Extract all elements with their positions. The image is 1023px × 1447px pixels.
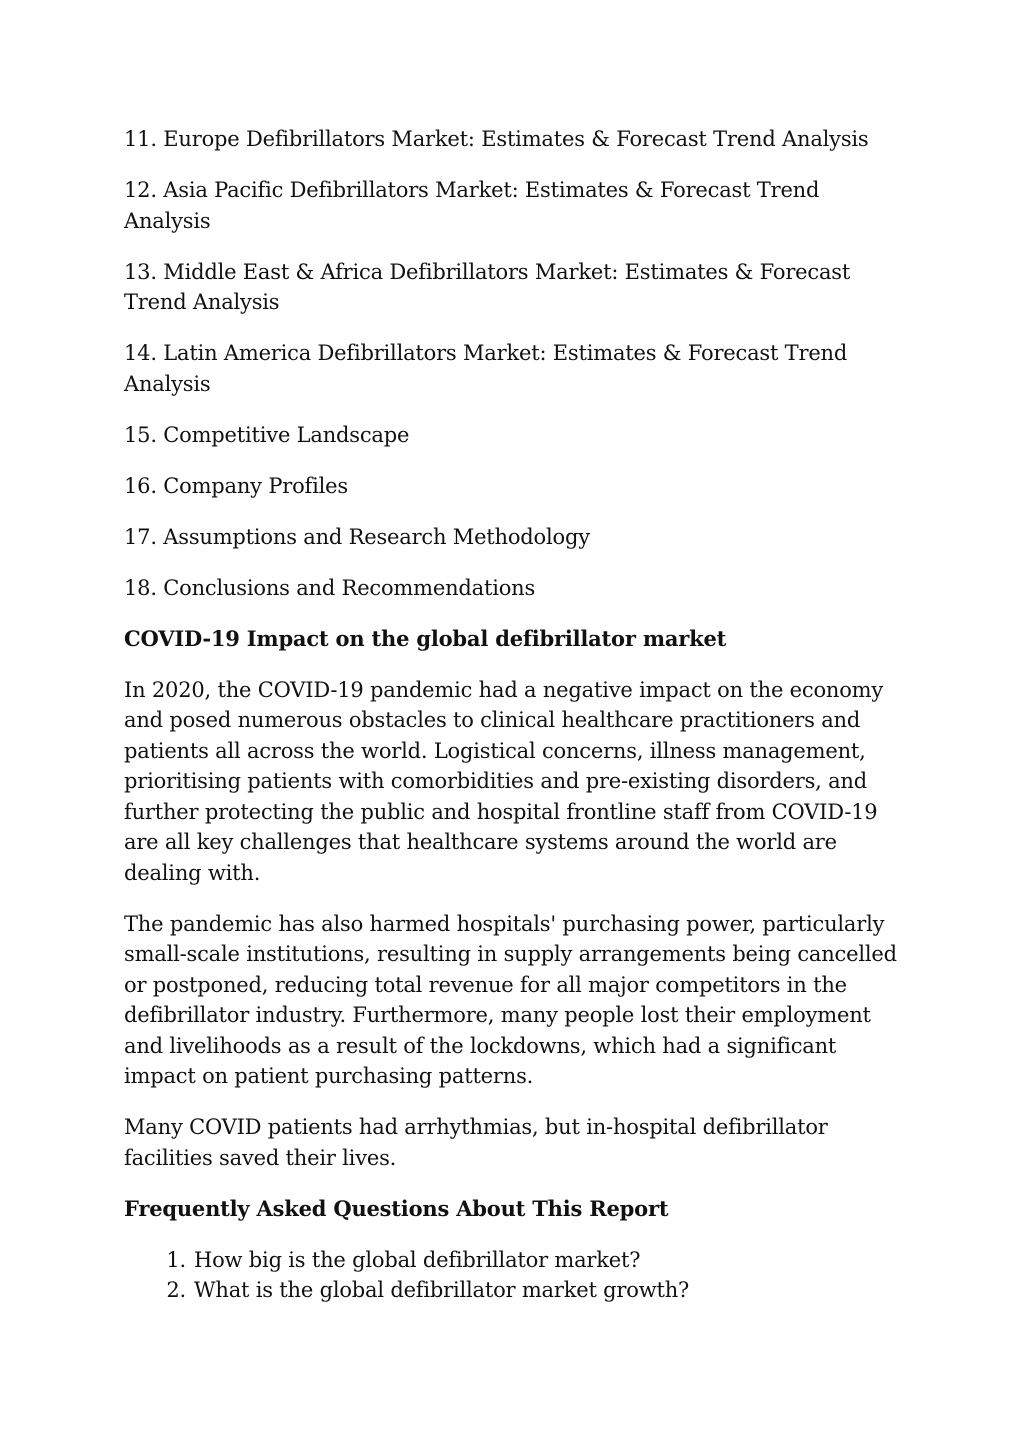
faq-heading: Frequently Asked Questions About This Report xyxy=(124,1195,669,1221)
faq-item-text: How big is the global defibrillator market? xyxy=(194,1247,641,1272)
faq-item-number: 1. xyxy=(166,1247,186,1272)
document-page xyxy=(124,124,900,1306)
toc-item-11: 11. Europe Defibrillators Market: Estimates & Forecast Trend Analysis xyxy=(124,127,869,151)
toc-item-18: 18. Conclusions and Recommendations xyxy=(124,575,536,600)
covid-paragraph-2: The pandemic has also harmed hospitals' purchasing power, particularly small-scale institutions, resulting in supply arrangements being cancelled or postponed, reducing total revenue for all major competitors in the defibrillator industry. Furthermore, many people lost their employment and livelihoods as a result of the lockdowns, which had a significant impact on patient purchasing patterns. xyxy=(124,911,897,1088)
faq-item-text: What is the global defibrillator market growth? xyxy=(194,1278,690,1302)
covid-heading: COVID-19 Impact on the global defibrillator market xyxy=(124,625,727,651)
faq-item-1 xyxy=(124,1245,900,1276)
toc-item-14: 14. Latin America Defibrillators Market: Estimates & Forecast Trend Analysis xyxy=(124,341,848,396)
faq-item-2 xyxy=(124,1275,900,1306)
toc-item-17: 17. Assumptions and Research Methodology xyxy=(124,524,590,549)
toc-item-15: 15. Competitive Landscape xyxy=(124,422,410,447)
covid-paragraph-1: In 2020, the COVID-19 pandemic had a negative impact on the economy and posed numerous obstacles to clinical healthcare practitioners and patients all across the world. Logistical concerns, illness management, prioritising patients with comorbidities and pre-existing disorders, and further protecting the public and hospital frontline staff from COVID-19 are all key challenges that healthcare systems around the world are dealing with. xyxy=(124,677,884,885)
covid-paragraph-3: Many COVID patients had arrhythmias, but in-hospital defibrillator facilities saved their lives. xyxy=(124,1115,828,1170)
toc-item-12: 12. Asia Pacific Defibrillators Market: Estimates & Forecast Trend Analysis xyxy=(124,178,820,233)
toc-item-16: 16. Company Profiles xyxy=(124,473,348,498)
faq-item-number: 2. xyxy=(166,1278,186,1302)
faq-list xyxy=(124,1245,900,1306)
toc-item-13: 13. Middle East & Africa Defibrillators Market: Estimates & Forecast Trend Analysis xyxy=(124,259,851,314)
